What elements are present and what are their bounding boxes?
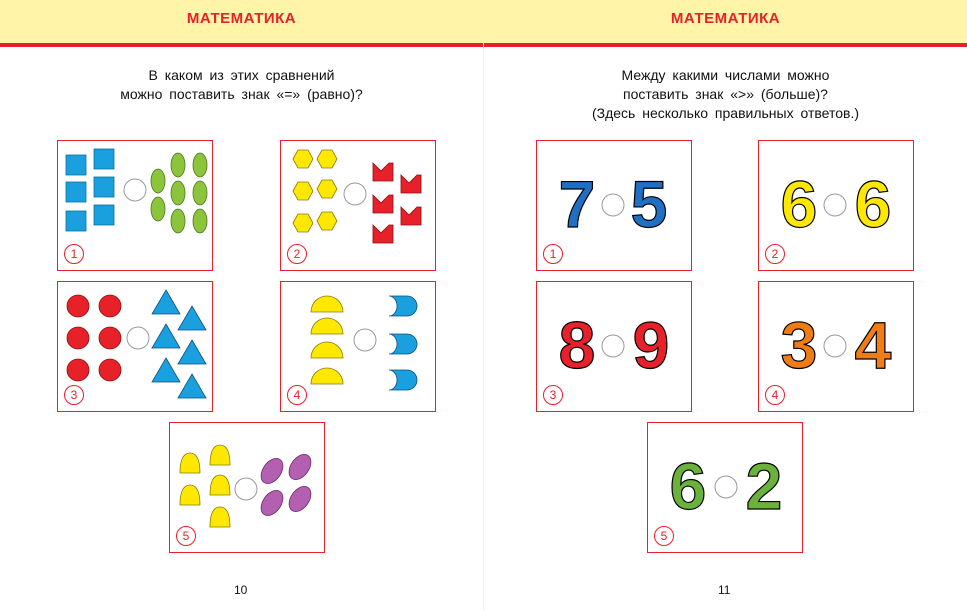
question-line: В каком из этих сравнений: [148, 67, 335, 83]
purple-oval-icon: [257, 450, 316, 519]
question-text: [0, 66, 483, 104]
card-number-badge: 4: [765, 385, 785, 405]
comparison-card-4[interactable]: [280, 281, 436, 412]
card-number-badge: 2: [765, 244, 785, 264]
blue-square-icon: [66, 149, 114, 231]
comparison-card-3[interactable]: [57, 281, 213, 412]
comparison-blank-circle[interactable]: [824, 335, 846, 357]
header-title: МАТЕМАТИКА: [670, 10, 781, 27]
comparison-blank-circle[interactable]: [354, 329, 376, 351]
green-oval-icon: [151, 153, 207, 233]
left-number: 8: [558, 308, 596, 382]
comparison-blank-circle[interactable]: [602, 335, 624, 357]
number-card-1[interactable]: [536, 140, 692, 271]
question-line: (Здесь несколько правильных ответов.): [591, 105, 860, 121]
number-card-3[interactable]: [536, 281, 692, 412]
number-card-4[interactable]: [758, 281, 914, 412]
page-number: 11: [718, 583, 731, 597]
card-number-badge: 4: [287, 385, 307, 405]
left-number: 6: [780, 167, 818, 241]
blue-triangle-icon: [152, 290, 206, 398]
header-bar: [0, 0, 483, 47]
red-bow-icon: [373, 163, 421, 243]
card-number-badge: 5: [654, 526, 674, 546]
right-number: 5: [630, 167, 668, 241]
question-text: [484, 66, 967, 123]
comparison-card-2[interactable]: [280, 140, 436, 271]
yellow-bell-icon: [180, 445, 230, 527]
right-page: [484, 0, 967, 611]
yellow-semicircle-icon: [311, 296, 343, 384]
header-bar: [484, 0, 967, 47]
right-number: 4: [854, 308, 892, 382]
comparison-card-1[interactable]: [57, 140, 213, 271]
comparison-blank-circle[interactable]: [235, 478, 257, 500]
comparison-blank-circle[interactable]: [824, 194, 846, 216]
red-circle-icon: [67, 295, 121, 381]
right-number: 6: [854, 167, 892, 241]
left-number: 7: [558, 167, 596, 241]
blue-crescent-icon: [389, 296, 417, 390]
comparison-blank-circle[interactable]: [124, 179, 146, 201]
comparison-blank-circle[interactable]: [715, 476, 737, 498]
comparison-blank-circle[interactable]: [127, 327, 149, 349]
card-number-badge: 1: [543, 244, 563, 264]
left-number: 6: [669, 449, 707, 523]
right-number: 9: [632, 308, 670, 382]
comparison-blank-circle[interactable]: [344, 183, 366, 205]
left-number: 3: [780, 308, 818, 382]
comparison-blank-circle[interactable]: [602, 194, 624, 216]
right-number: 2: [745, 449, 783, 523]
question-line: можно поставить знак «=» (равно)?: [120, 86, 363, 102]
left-page: [0, 0, 483, 611]
question-line: Между какими числами можно: [621, 67, 830, 83]
card-number-badge: 1: [64, 244, 84, 264]
page-number: 10: [234, 583, 248, 597]
card-number-badge: 3: [64, 385, 84, 405]
card-number-badge: 3: [543, 385, 563, 405]
number-card-5[interactable]: [647, 422, 803, 553]
number-card-2[interactable]: [758, 140, 914, 271]
card-number-badge: 2: [287, 244, 307, 264]
header-title: МАТЕМАТИКА: [186, 10, 297, 27]
yellow-hexagon-icon: [293, 150, 337, 232]
card-number-badge: 5: [176, 526, 196, 546]
question-line: поставить знак «>» (больше)?: [623, 86, 828, 102]
comparison-card-5[interactable]: [169, 422, 325, 553]
